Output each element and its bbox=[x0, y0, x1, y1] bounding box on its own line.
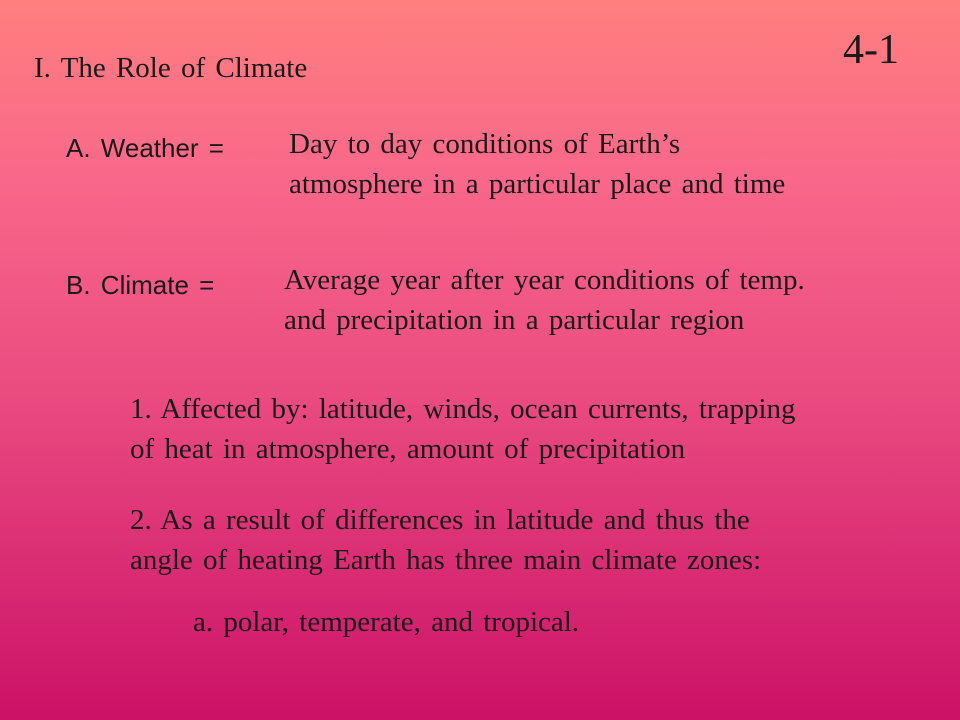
weather-definition bbox=[289, 124, 929, 204]
climate-definition-line-1: Average year after year conditions of temp. bbox=[284, 264, 805, 296]
climate-factors-line-2: of heat in atmosphere, amount of precipitation bbox=[130, 433, 686, 465]
climate-zones-list: a. polar, temperate, and tropical. bbox=[193, 606, 580, 638]
climate-definition-line-2: and precipitation in a particular region bbox=[284, 304, 745, 336]
climate-term: B. Climate = bbox=[66, 270, 215, 300]
weather-definition-line-2: atmosphere in a particular place and time bbox=[289, 168, 786, 200]
climate-definition bbox=[284, 260, 954, 340]
weather-term: A. Weather = bbox=[66, 133, 224, 163]
climate-zones-line-1: 2. As a result of differences in latitude and thus the bbox=[130, 504, 750, 536]
climate-factors-point bbox=[130, 389, 960, 469]
climate-zones-line-2: angle of heating Earth has three main climate zones: bbox=[130, 544, 762, 576]
climate-factors-line-1: 1. Affected by: latitude, winds, ocean currents, trapping bbox=[130, 393, 796, 425]
slide-heading: I. The Role of Climate bbox=[34, 52, 308, 84]
slide-number: 4-1 bbox=[843, 27, 899, 73]
climate-zones-point bbox=[130, 500, 920, 580]
weather-definition-line-1: Day to day conditions of Earth’s bbox=[289, 128, 681, 160]
